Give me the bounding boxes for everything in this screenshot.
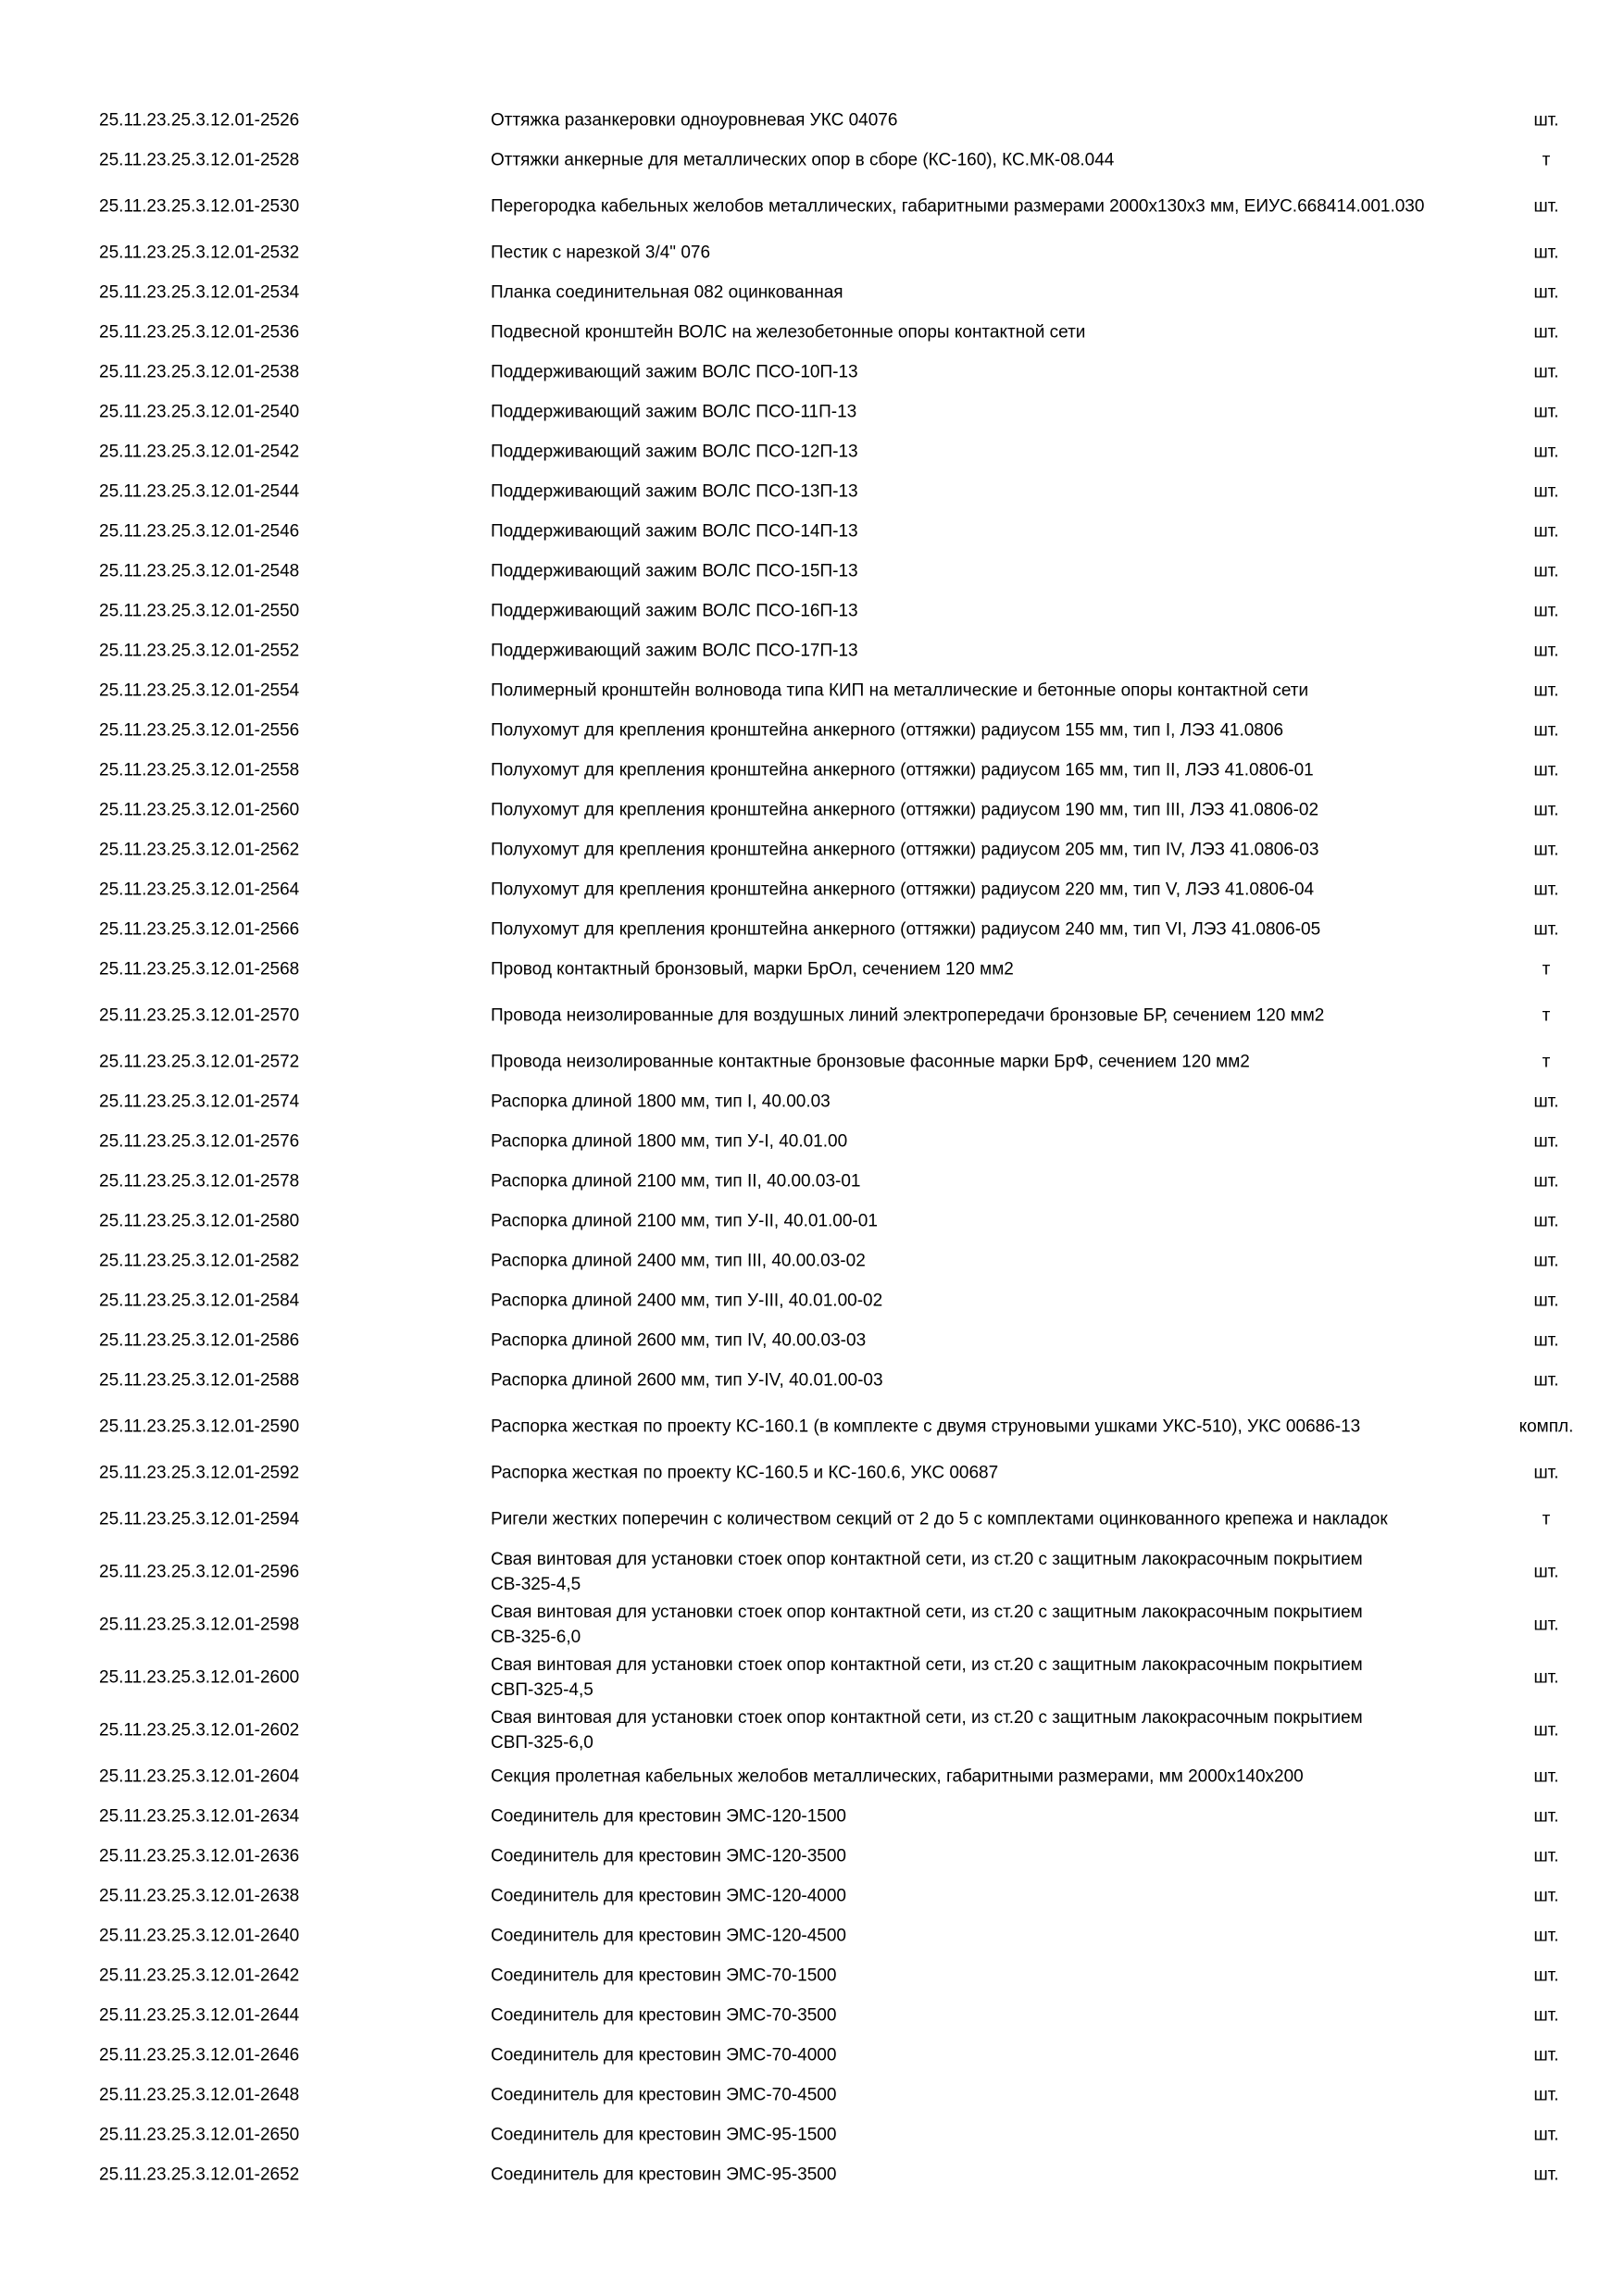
table-row (0, 909, 1624, 949)
resource-name: Распорка длиной 2100 мм, тип II, 40.00.03-01 (491, 1171, 861, 1191)
resource-name: Поддерживающий зажим ВОЛС ПСО-10П-13 (491, 362, 858, 381)
resource-name: Полухомут для крепления кронштейна анкерного (оттяжки) радиусом 155 мм, тип I, ЛЭЗ 41.0806 (491, 720, 1284, 740)
table-row (0, 1876, 1624, 1915)
unit-of-measure: т (1542, 959, 1551, 979)
resource-code: 25.11.23.25.3.12.01-2582 (99, 1251, 300, 1270)
resource-code: 25.11.23.25.3.12.01-2532 (99, 243, 300, 262)
resource-code: 25.11.23.25.3.12.01-2546 (99, 521, 300, 541)
resource-name: Перегородка кабельных желобов металлических, габаритными размерами 2000х130х3 мм, ЕИУС.668414.001.030 (491, 196, 1425, 216)
resource-name: Подвесной кронштейн ВОЛС на железобетонные опоры контактной сети (491, 322, 1086, 342)
resource-name: Соединитель для крестовин ЭМС-120-3500 (491, 1846, 846, 1866)
unit-of-measure: шт. (1533, 720, 1559, 740)
unit-of-measure: шт. (1533, 641, 1559, 660)
resource-name: Распорка жесткая по проекту КС-160.1 (в комплекте с двумя струновыми ушками УКС-510), УКС 00686-13 (491, 1416, 1361, 1436)
unit-of-measure: шт. (1533, 322, 1559, 342)
resource-code: 25.11.23.25.3.12.01-2568 (99, 959, 300, 979)
table-row (0, 1756, 1624, 1796)
unit-of-measure: компл. (1518, 1416, 1574, 1436)
resource-code: 25.11.23.25.3.12.01-2650 (99, 2125, 300, 2144)
unit-of-measure: шт. (1533, 1965, 1559, 1985)
resource-name: Распорка длиной 2600 мм, тип IV, 40.00.03-03 (491, 1330, 867, 1350)
unit-of-measure: шт. (1533, 481, 1559, 501)
unit-of-measure: шт. (1533, 1211, 1559, 1230)
resource-name: Распорка длиной 2400 мм, тип У-III, 40.01.00-02 (491, 1291, 883, 1310)
resource-name: Соединитель для крестовин ЭМС-95-3500 (491, 2165, 837, 2184)
table-row (0, 1796, 1624, 1836)
resource-code: 25.11.23.25.3.12.01-2592 (99, 1463, 300, 1482)
table-row (0, 1915, 1624, 1955)
resource-code: 25.11.23.25.3.12.01-2536 (99, 322, 300, 342)
table-row (0, 431, 1624, 471)
unit-of-measure: шт. (1533, 1562, 1559, 1581)
unit-of-measure: шт. (1533, 1463, 1559, 1482)
table-row (0, 989, 1624, 1042)
resource-name: Соединитель для крестовин ЭМС-120-4000 (491, 1886, 846, 1905)
resource-name: Планка соединительная 082 оцинкованная (491, 282, 843, 302)
unit-of-measure: шт. (1533, 1615, 1559, 1634)
resource-code: 25.11.23.25.3.12.01-2598 (99, 1615, 300, 1634)
resource-code: 25.11.23.25.3.12.01-2572 (99, 1052, 300, 1071)
table-row (0, 1161, 1624, 1201)
table-row (0, 830, 1624, 869)
unit-of-measure: шт. (1533, 601, 1559, 620)
table-row (0, 232, 1624, 272)
resource-code: 25.11.23.25.3.12.01-2558 (99, 760, 300, 780)
table-row (0, 312, 1624, 352)
resource-name: Поддерживающий зажим ВОЛС ПСО-11П-13 (491, 402, 857, 421)
resource-name: Полухомут для крепления кронштейна анкерного (оттяжки) радиусом 220 мм, тип V, ЛЭЗ 41.0806-04 (491, 880, 1315, 899)
table-row (0, 1201, 1624, 1241)
unit-of-measure: шт. (1533, 362, 1559, 381)
table-row (0, 551, 1624, 591)
resource-name: Свая винтовая для установки стоек опор контактной сети, из ст.20 с защитным лакокрасочным покрытием СВ-325-6,0 (491, 1602, 1363, 1647)
unit-of-measure: шт. (1533, 1291, 1559, 1310)
unit-of-measure: шт. (1533, 1766, 1559, 1786)
table-row (0, 1320, 1624, 1360)
unit-of-measure: шт. (1533, 1251, 1559, 1270)
unit-of-measure: шт. (1533, 2085, 1559, 2104)
resource-code: 25.11.23.25.3.12.01-2566 (99, 919, 300, 939)
unit-of-measure: шт. (1533, 1926, 1559, 1945)
unit-of-measure: шт. (1533, 1846, 1559, 1866)
resource-name: Полухомут для крепления кронштейна анкерного (оттяжки) радиусом 240 мм, тип VI, ЛЭЗ 41.0806-05 (491, 919, 1321, 939)
table-row (0, 1995, 1624, 2035)
resource-code: 25.11.23.25.3.12.01-2580 (99, 1211, 300, 1230)
unit-of-measure: шт. (1533, 402, 1559, 421)
table-row (0, 1121, 1624, 1161)
table-row (0, 670, 1624, 710)
resource-name: Соединитель для крестовин ЭМС-70-4500 (491, 2085, 837, 2104)
unit-of-measure: шт. (1533, 1720, 1559, 1740)
resource-code: 25.11.23.25.3.12.01-2560 (99, 800, 300, 819)
resource-code: 25.11.23.25.3.12.01-2538 (99, 362, 300, 381)
resource-code: 25.11.23.25.3.12.01-2646 (99, 2045, 300, 2065)
resource-code: 25.11.23.25.3.12.01-2602 (99, 1720, 300, 1740)
resource-name: Полухомут для крепления кронштейна анкерного (оттяжки) радиусом 165 мм, тип II, ЛЭЗ 41.0806-01 (491, 760, 1314, 780)
unit-of-measure: шт. (1533, 2125, 1559, 2144)
table-row (0, 790, 1624, 830)
table-row (0, 1598, 1624, 1651)
unit-of-measure: т (1542, 1052, 1551, 1071)
resource-name: Соединитель для крестовин ЭМС-95-1500 (491, 2125, 837, 2144)
resource-name: Поддерживающий зажим ВОЛС ПСО-14П-13 (491, 521, 858, 541)
resource-name: Распорка длиной 1800 мм, тип I, 40.00.03 (491, 1092, 831, 1111)
resource-name: Провода неизолированные для воздушных линий электропередачи бронзовые БР, сечением 120 мм2 (491, 1005, 1325, 1025)
table-row (0, 1042, 1624, 1081)
resource-code: 25.11.23.25.3.12.01-2604 (99, 1766, 300, 1786)
table-row (0, 2154, 1624, 2194)
table-row (0, 2115, 1624, 2154)
resource-name: Провода неизолированные контактные бронзовые фасонные марки БрФ, сечением 120 мм2 (491, 1052, 1250, 1071)
resource-code: 25.11.23.25.3.12.01-2550 (99, 601, 300, 620)
resource-name: Провод контактный бронзовый, марки БрОл, сечением 120 мм2 (491, 959, 1014, 979)
unit-of-measure: шт. (1533, 2045, 1559, 2065)
unit-of-measure: шт. (1533, 1330, 1559, 1350)
resource-code: 25.11.23.25.3.12.01-2556 (99, 720, 300, 740)
resource-code: 25.11.23.25.3.12.01-2634 (99, 1806, 300, 1826)
table-row (0, 352, 1624, 392)
resource-code: 25.11.23.25.3.12.01-2528 (99, 150, 300, 169)
resource-name: Свая винтовая для установки стоек опор контактной сети, из ст.20 с защитным лакокрасочным покрытием СВ-325-4,5 (491, 1549, 1363, 1594)
table-row (0, 2035, 1624, 2075)
table-row (0, 100, 1624, 140)
resource-code: 25.11.23.25.3.12.01-2600 (99, 1667, 300, 1687)
price-table (0, 100, 1624, 2194)
table-row (0, 949, 1624, 989)
unit-of-measure: т (1542, 1509, 1551, 1529)
resource-code: 25.11.23.25.3.12.01-2642 (99, 1965, 300, 1985)
resource-code: 25.11.23.25.3.12.01-2640 (99, 1926, 300, 1945)
table-row (0, 180, 1624, 232)
resource-code: 25.11.23.25.3.12.01-2576 (99, 1131, 300, 1151)
resource-name: Распорка длиной 1800 мм, тип У-I, 40.01.00 (491, 1131, 848, 1151)
resource-code: 25.11.23.25.3.12.01-2534 (99, 282, 300, 302)
unit-of-measure: шт. (1533, 1667, 1559, 1687)
unit-of-measure: шт. (1533, 680, 1559, 700)
resource-name: Распорка длиной 2600 мм, тип У-IV, 40.01.00-03 (491, 1370, 883, 1390)
resource-code: 25.11.23.25.3.12.01-2586 (99, 1330, 300, 1350)
unit-of-measure: шт. (1533, 282, 1559, 302)
resource-name: Ригели жестких поперечин с количеством секций от 2 до 5 с комплектами оцинкованного крепежа и накладок (491, 1509, 1388, 1529)
unit-of-measure: шт. (1533, 2165, 1559, 2184)
resource-code: 25.11.23.25.3.12.01-2584 (99, 1291, 300, 1310)
table-row (0, 1651, 1624, 1703)
resource-code: 25.11.23.25.3.12.01-2594 (99, 1509, 300, 1529)
resource-code: 25.11.23.25.3.12.01-2652 (99, 2165, 300, 2184)
unit-of-measure: шт. (1533, 760, 1559, 780)
table-row (0, 1703, 1624, 1756)
resource-name: Полухомут для крепления кронштейна анкерного (оттяжки) радиусом 205 мм, тип IV, ЛЭЗ 41.0806-03 (491, 840, 1319, 859)
unit-of-measure: шт. (1533, 1886, 1559, 1905)
resource-name: Пестик с нарезкой 3/4" 076 (491, 243, 711, 262)
table-row (0, 1836, 1624, 1876)
resource-name: Соединитель для крестовин ЭМС-70-4000 (491, 2045, 837, 2065)
resource-code: 25.11.23.25.3.12.01-2526 (99, 110, 300, 130)
unit-of-measure: шт. (1533, 1171, 1559, 1191)
unit-of-measure: шт. (1533, 1806, 1559, 1826)
table-row (0, 1081, 1624, 1121)
resource-name: Поддерживающий зажим ВОЛС ПСО-17П-13 (491, 641, 858, 660)
table-row (0, 392, 1624, 431)
resource-name: Полимерный кронштейн волновода типа КИП на металлические и бетонные опоры контактной сети (491, 680, 1309, 700)
resource-code: 25.11.23.25.3.12.01-2552 (99, 641, 300, 660)
resource-name: Поддерживающий зажим ВОЛС ПСО-15П-13 (491, 561, 858, 580)
unit-of-measure: шт. (1533, 840, 1559, 859)
unit-of-measure: шт. (1533, 243, 1559, 262)
resource-name: Распорка длиной 2400 мм, тип III, 40.00.03-02 (491, 1251, 866, 1270)
unit-of-measure: шт. (1533, 442, 1559, 461)
resource-code: 25.11.23.25.3.12.01-2590 (99, 1416, 300, 1436)
unit-of-measure: шт. (1533, 561, 1559, 580)
unit-of-measure: шт. (1533, 110, 1559, 130)
resource-name: Поддерживающий зажим ВОЛС ПСО-13П-13 (491, 481, 858, 501)
table-row (0, 591, 1624, 630)
unit-of-measure: шт. (1533, 1370, 1559, 1390)
resource-name: Распорка жесткая по проекту КС-160.5 и КС-160.6, УКС 00687 (491, 1463, 999, 1482)
resource-code: 25.11.23.25.3.12.01-2530 (99, 196, 300, 216)
unit-of-measure: шт. (1533, 1131, 1559, 1151)
resource-code: 25.11.23.25.3.12.01-2638 (99, 1886, 300, 1905)
resource-code: 25.11.23.25.3.12.01-2548 (99, 561, 300, 580)
table-row (0, 1360, 1624, 1400)
resource-name: Оттяжка разанкеровки одноуровневая УКС 04076 (491, 110, 898, 130)
resource-name: Распорка длиной 2100 мм, тип У-II, 40.01.00-01 (491, 1211, 878, 1230)
resource-code: 25.11.23.25.3.12.01-2564 (99, 880, 300, 899)
table-row (0, 750, 1624, 790)
resource-name: Поддерживающий зажим ВОЛС ПСО-16П-13 (491, 601, 858, 620)
resource-name: Соединитель для крестовин ЭМС-120-4500 (491, 1926, 846, 1945)
unit-of-measure: шт. (1533, 880, 1559, 899)
resource-code: 25.11.23.25.3.12.01-2648 (99, 2085, 300, 2104)
resource-name: Свая винтовая для установки стоек опор контактной сети, из ст.20 с защитным лакокрасочным покрытием СВП-325-6,0 (491, 1707, 1363, 1753)
table-row (0, 2075, 1624, 2115)
table-row (0, 1400, 1624, 1453)
table-row (0, 710, 1624, 750)
table-row (0, 1280, 1624, 1320)
unit-of-measure: т (1542, 1005, 1551, 1025)
table-row (0, 471, 1624, 511)
unit-of-measure: т (1542, 150, 1551, 169)
resource-code: 25.11.23.25.3.12.01-2574 (99, 1092, 300, 1111)
resource-code: 25.11.23.25.3.12.01-2544 (99, 481, 300, 501)
unit-of-measure: шт. (1533, 521, 1559, 541)
resource-code: 25.11.23.25.3.12.01-2644 (99, 2005, 300, 2025)
resource-code: 25.11.23.25.3.12.01-2562 (99, 840, 300, 859)
unit-of-measure: шт. (1533, 800, 1559, 819)
resource-name: Поддерживающий зажим ВОЛС ПСО-12П-13 (491, 442, 858, 461)
resource-code: 25.11.23.25.3.12.01-2554 (99, 680, 300, 700)
resource-code: 25.11.23.25.3.12.01-2588 (99, 1370, 300, 1390)
table-row (0, 869, 1624, 909)
resource-name: Соединитель для крестовин ЭМС-70-3500 (491, 2005, 837, 2025)
table-row (0, 511, 1624, 551)
resource-code: 25.11.23.25.3.12.01-2578 (99, 1171, 300, 1191)
resource-code: 25.11.23.25.3.12.01-2596 (99, 1562, 300, 1581)
table-row (0, 1453, 1624, 1492)
resource-code: 25.11.23.25.3.12.01-2570 (99, 1005, 300, 1025)
resource-code: 25.11.23.25.3.12.01-2540 (99, 402, 300, 421)
unit-of-measure: шт. (1533, 919, 1559, 939)
resource-name: Соединитель для крестовин ЭМС-120-1500 (491, 1806, 846, 1826)
unit-of-measure: шт. (1533, 1092, 1559, 1111)
table-row (0, 1545, 1624, 1598)
table-row (0, 1241, 1624, 1280)
resource-code: 25.11.23.25.3.12.01-2636 (99, 1846, 300, 1866)
resource-name: Полухомут для крепления кронштейна анкерного (оттяжки) радиусом 190 мм, тип III, ЛЭЗ 41.0806-02 (491, 800, 1319, 819)
table-row (0, 630, 1624, 670)
table-row (0, 1492, 1624, 1545)
table-row (0, 1955, 1624, 1995)
resource-name: Соединитель для крестовин ЭМС-70-1500 (491, 1965, 837, 1985)
unit-of-measure: шт. (1533, 2005, 1559, 2025)
resource-name: Свая винтовая для установки стоек опор контактной сети, из ст.20 с защитным лакокрасочным покрытием СВП-325-4,5 (491, 1654, 1363, 1700)
table-row (0, 272, 1624, 312)
resource-name: Секция пролетная кабельных желобов металлических, габаритными размерами, мм 2000х140х200 (491, 1766, 1304, 1786)
resource-code: 25.11.23.25.3.12.01-2542 (99, 442, 300, 461)
unit-of-measure: шт. (1533, 196, 1559, 216)
resource-name: Оттяжки анкерные для металлических опор в сборе (КС-160), КС.МК-08.044 (491, 150, 1115, 169)
table-row (0, 140, 1624, 180)
